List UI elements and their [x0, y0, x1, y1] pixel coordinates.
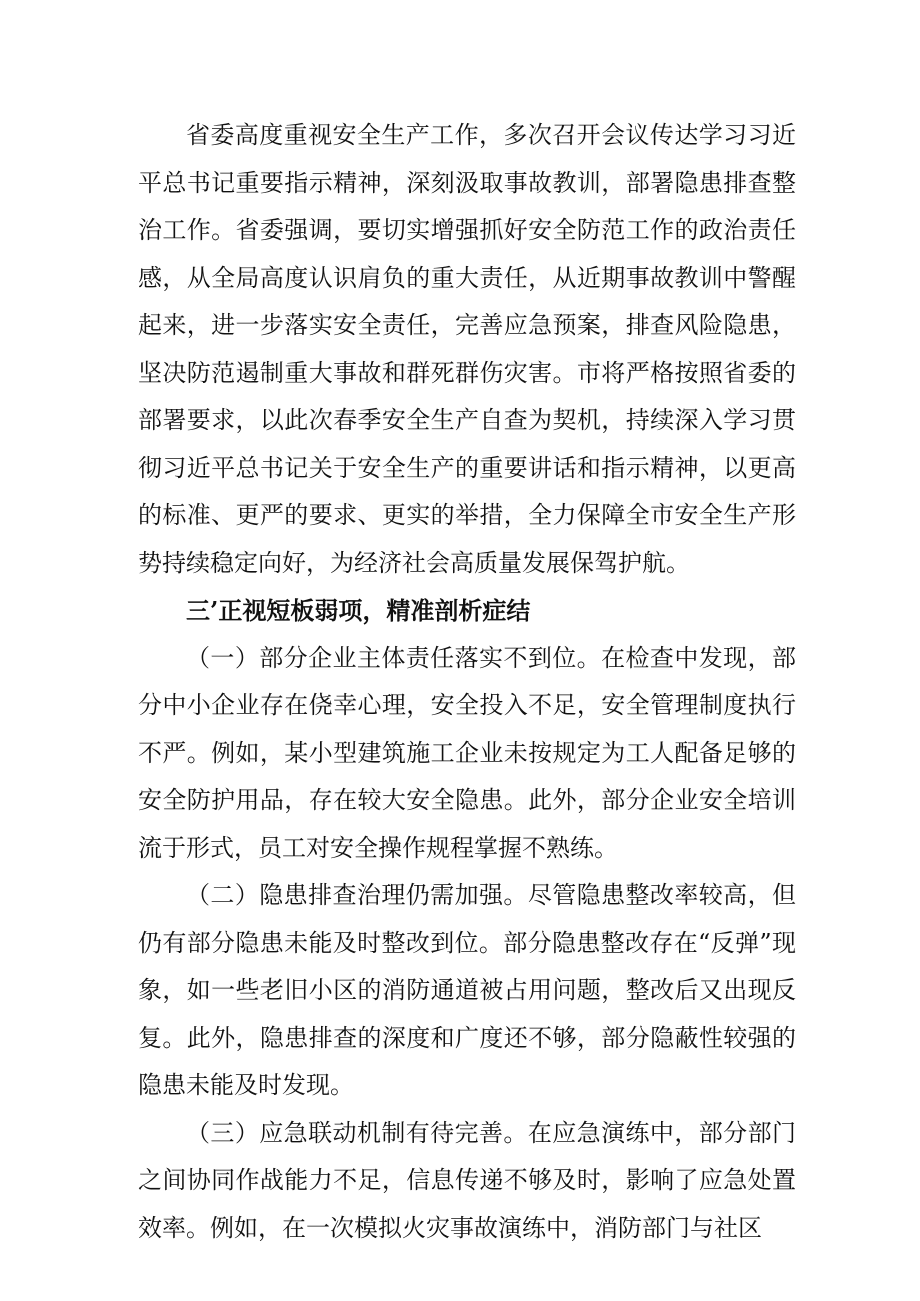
paragraph-provincial-committee: 省委高度重视安全生产工作，多次召开会议传达学习习近平总书记重要指示精神，深刻汲取事故教训，部署隐患排查整治工作。省委强调，要切实增强抓好安全防范工作的政治责任感，从全局高度认识肩负的重大责任，从近期事故教训中警醒起来，进一步落实安全责任，完善应急预案，排查风险隐患，坚决防范遏制重大事故和群死群伤灾害。市将严格按照省委的部署要求，以此次春季安全生产自查为契机，持续深入学习贯彻习近平总书记关于安全生产的重要讲话和指示精神，以更高的标准、更严的要求、更实的举措，全力保障全市安全生产形势持续稳定向好，为经济社会高质量发展保驾护航。: [138, 121, 796, 577]
section-heading-three: 三’正视短板弱项，精准剖析症结: [186, 596, 531, 625]
paragraph-item-one: （一）部分企业主体责任落实不到位。在检查中发现，部分中小企业存在侥幸心理，安全投入不足，安全管理制度执行不严。例如，某小型建筑施工企业未按规定为工人配备足够的安全防护用品，存在较大安全隐患。此外，部分企业安全培训流于形式，员工对安全操作规程掌握不熟练。: [138, 643, 796, 862]
paragraph-item-three: （三）应急联动机制有待完善。在应急演练中，部分部门之间协同作战能力不足，信息传递不够及时，影响了应急处置效率。例如，在一次模拟火灾事故演练中，消防部门与社区: [138, 1118, 796, 1242]
paragraph-item-two: （二）隐患排查治理仍需加强。尽管隐患整改率较高，但仍有部分隐患未能及时整改到位。部分隐患整改存在“反弹”现象，如一些老旧小区的消防通道被占用问题，整改后又出现反复。此外，隐患排查的深度和广度还不够，部分隐蔽性较强的隐患未能及时发现。: [138, 881, 796, 1099]
document-body: [138, 112, 796, 1252]
